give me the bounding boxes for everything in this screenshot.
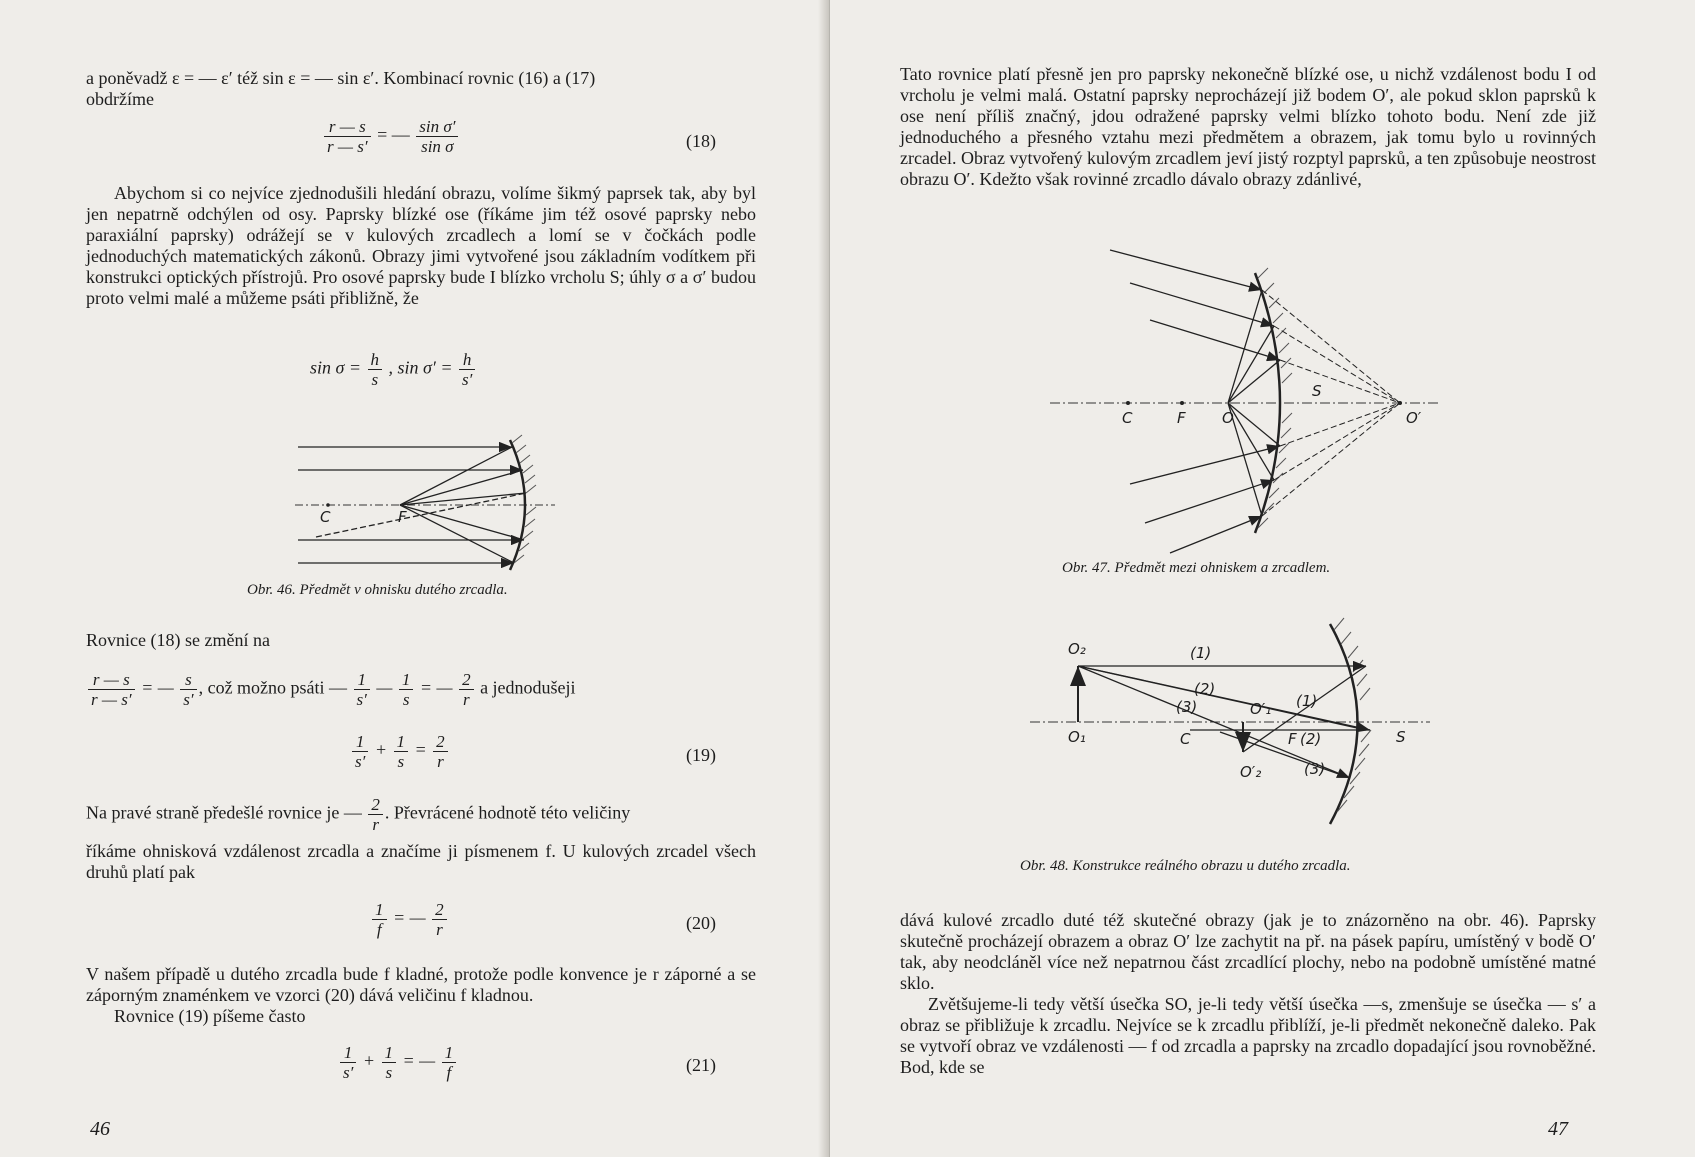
paragraph-f-positive: V našem případě u dutého zrcadla bude f kladné, protože podle konvence je r záporné a se záporným znaménkem ve vzorci (20) dává veličinu f kladnou. xyxy=(86,964,756,1005)
focal-text-a: Na pravé straně předešlé rovnice je — xyxy=(86,802,362,823)
figure-46-diagram xyxy=(290,435,570,575)
eq18-num-right: sin σ′ xyxy=(416,117,458,137)
fig48-ray-3-top: (3) xyxy=(1176,698,1198,716)
fig48-label-C: C xyxy=(1180,730,1191,748)
sin-lhs-1: sin σ = xyxy=(310,357,362,378)
paragraph-paraxial-validity: Tato rovnice platí přesně jen pro paprsky nekonečně blízké ose, u nichž vzdálenost bodu I od vrcholu je velmi malá. Ostatní paprsky neprocházejí již bodem O′, ale pokud sklon paprsků k ose není příliš značný, jdou odražené paprsky velmi blízko tohoto bodu. Není zde již jednoduchého a přesného vztahu mezi předmětem a obrazem, jak tomu bylo u rovinných zrcadel. Obraz vytvořený kulovým zrcadlem jeví jistý rozptyl paprsků, a ten způsobuje neostrost obrazu O′. Kdežto však rovinné zrcadlo dávalo obrazy zdánlivé, xyxy=(900,64,1596,189)
figure-47-diagram xyxy=(1050,248,1480,558)
fig47-label-C: C xyxy=(1122,409,1133,427)
eq18-equals: = — xyxy=(377,124,410,145)
fig48-ray-1-top: (1) xyxy=(1190,644,1212,662)
paragraph-real-images: dává kulové zrcadlo duté též skutečné obrazy (jak je to znázorněno na obr. 46). Paprsky skutečně procházejí obrazem a obraz O′ lze zachytit na př. na pásek papíru, umístěný v bodě O′ tak, aby neodcláněl více než nepatrnou část zrcadlící plochy, nebo na podobně umístěné matné sklo. xyxy=(900,910,1596,993)
paragraph-focal-line-2: říkáme ohnisková vzdálenost zrcadla a značíme ji písmenem f. U kulových zrcadel všech druhů platí pak xyxy=(86,841,756,882)
fig48-ray-3-reflected: (3) xyxy=(1304,760,1326,778)
eq21-num-3: 1 xyxy=(442,1043,457,1063)
fig48-label-F: F xyxy=(1288,730,1297,748)
left-page xyxy=(0,0,828,1157)
equation-19 xyxy=(350,732,450,771)
eq18-den-left: r — s′ xyxy=(327,137,368,156)
fig47-label-S: S xyxy=(1312,382,1322,400)
fig48-label-O2p: O′₂ xyxy=(1240,763,1262,781)
eq19-den-3: r xyxy=(437,752,444,771)
fig46-label-C: C xyxy=(320,508,331,526)
sin-num-1: h xyxy=(368,350,383,370)
page-number-left: 46 xyxy=(90,1118,110,1140)
eq19-num-2: 1 xyxy=(394,732,409,752)
ch-text-1: , což možno psáti — xyxy=(198,677,348,698)
sin-lhs-2: , sin σ′ = xyxy=(388,357,453,378)
eq20-equals: = — xyxy=(393,907,426,928)
intro-line-1: a poněvadž ε = — ε′ též sin ε = — sin ε′. Kombinací rovnic (16) a (17) xyxy=(86,68,596,88)
fig47-label-O-prime: O′ xyxy=(1406,409,1422,427)
paragraph-eq19-often: Rovnice (19) píšeme často xyxy=(114,1006,306,1026)
fig48-ray-2-top: (2) xyxy=(1194,680,1216,698)
figure-46-caption: Obr. 46. Předmět v ohnisku dutého zrcadla. xyxy=(247,582,508,598)
paragraph-distance: Zvětšujeme-li tedy větší úsečka SO, je-li tedy větší úsečka —s, zmenšuje se úsečka — s′ a obraz se přibližuje k zrcadlu. Nejvíce se k zrcadlu přiblíží, je-li předmět nekonečně daleko. Pak se vytvoří obraz ve vzdálenosti — f od zrcadla a paprsky na zrcadlo dopadající jsou rovnoběžné. Bod, kde se xyxy=(900,994,1596,1077)
sin-num-2: h xyxy=(459,350,475,370)
eq21-den-1: s′ xyxy=(343,1063,354,1082)
intro-line-2: obdržíme xyxy=(86,89,154,109)
fig48-ray-2-reflected: (2) xyxy=(1300,730,1322,748)
fig47-label-F: F xyxy=(1177,409,1186,427)
ch-eq-1: = — xyxy=(141,677,174,698)
ch-num-3: 1 xyxy=(354,670,370,690)
figure-48-diagram xyxy=(1030,612,1450,842)
right-page xyxy=(830,0,1695,1157)
eq19-num-3: 2 xyxy=(433,732,448,752)
figure-47-caption: Obr. 47. Předmět mezi ohniskem a zrcadlem. xyxy=(1062,560,1331,576)
equation-change xyxy=(86,670,576,709)
fig48-label-S: S xyxy=(1396,728,1406,746)
focal-text-b: . Převrácené hodnotě této veličiny xyxy=(384,802,631,823)
fig48-ray-1-reflected: (1) xyxy=(1296,692,1318,710)
eq21-number: (21) xyxy=(686,1055,716,1075)
eq19-den-1: s′ xyxy=(355,752,366,771)
ch-num-5: 2 xyxy=(459,670,474,690)
eq19-equals: = xyxy=(414,739,427,760)
paragraph-paraxial: Abychom si co nejvíce zjednodušili hledání obrazu, volíme šikmý paprsek tak, aby byl jen nepatrně odchýlen od osy. Paprsky blízké ose (říkáme jim též osové paprsky nebo paraxiální paprsky) odrážejí se v kulových zrcadlech a lomí se v čočkách podle jednoduchých matematických zákonů. Obrazy jimi vytvořené jsou základním vodítkem při konstrukci optických přístrojů. Pro osové paprsky bude I blízko vrcholu S; úhly σ a σ′ budou proto velmi malé a můžeme psáti přibližně, že xyxy=(86,183,756,308)
eq18-den-right: sin σ xyxy=(421,137,454,156)
fig48-label-O2: O₂ xyxy=(1068,640,1086,658)
eq20-num-2: 2 xyxy=(432,900,447,920)
eq20-num-1: 1 xyxy=(372,900,387,920)
eq20-den-2: r xyxy=(436,920,443,939)
ch-minus: — xyxy=(376,677,393,698)
fig46-label-F: F xyxy=(398,508,407,526)
ch-eq-2: = — xyxy=(419,677,453,698)
eq19-den-2: s xyxy=(397,752,405,771)
fig47-rays xyxy=(1110,250,1280,553)
ch-num-2: s xyxy=(180,670,196,690)
figure-48-caption: Obr. 48. Konstrukce reálného obrazu u dutého zrcadla. xyxy=(1020,858,1351,874)
sin-den-2: s′ xyxy=(462,370,473,389)
eq21-equals: = — xyxy=(402,1050,436,1071)
page-number-right: 47 xyxy=(1548,1118,1568,1140)
eq19-num-1: 1 xyxy=(352,732,368,752)
fig47-label-O: O xyxy=(1222,409,1234,427)
ch-den-4: s xyxy=(402,690,410,709)
eq18-number: (18) xyxy=(686,131,716,151)
equation-18 xyxy=(322,117,460,156)
eq21-plus: + xyxy=(362,1050,375,1071)
eq19-plus: + xyxy=(374,739,387,760)
eq21-num-1: 1 xyxy=(340,1043,356,1063)
ch-num-1: r — s xyxy=(88,670,135,690)
ch-den-2: s′ xyxy=(183,690,194,709)
eq21-num-2: 1 xyxy=(382,1043,397,1063)
fig47-mirror-hatching xyxy=(1258,268,1292,528)
ch-den-1: r — s′ xyxy=(91,690,132,709)
ch-den-5: r xyxy=(463,690,470,709)
eq20-den-1: f xyxy=(376,920,382,939)
equation-20 xyxy=(370,900,449,939)
eq18-num-left: r — s xyxy=(324,117,371,137)
sin-den-1: s xyxy=(371,370,379,389)
ch-num-4: 1 xyxy=(399,670,414,690)
eq21-den-3: f xyxy=(446,1063,452,1082)
eq20-number: (20) xyxy=(686,913,716,933)
eq19-number: (19) xyxy=(686,745,716,765)
eq21-den-2: s xyxy=(385,1063,393,1082)
equation-21 xyxy=(338,1043,458,1082)
focal-frac-den: r xyxy=(372,815,379,834)
paragraph-eq18-change: Rovnice (18) se změní na xyxy=(86,630,270,650)
fig48-label-O1p: O′₁ xyxy=(1250,700,1272,718)
fig48-label-O1: O₁ xyxy=(1068,728,1086,746)
equation-sin-approx xyxy=(310,350,477,389)
ch-den-3: s′ xyxy=(356,690,367,709)
focal-frac-num: 2 xyxy=(368,795,383,815)
ch-text-2: a jednodušeji xyxy=(480,677,576,698)
fig48-mirror-hatching xyxy=(1334,618,1371,812)
paragraph-focal-line-1 xyxy=(86,795,630,834)
